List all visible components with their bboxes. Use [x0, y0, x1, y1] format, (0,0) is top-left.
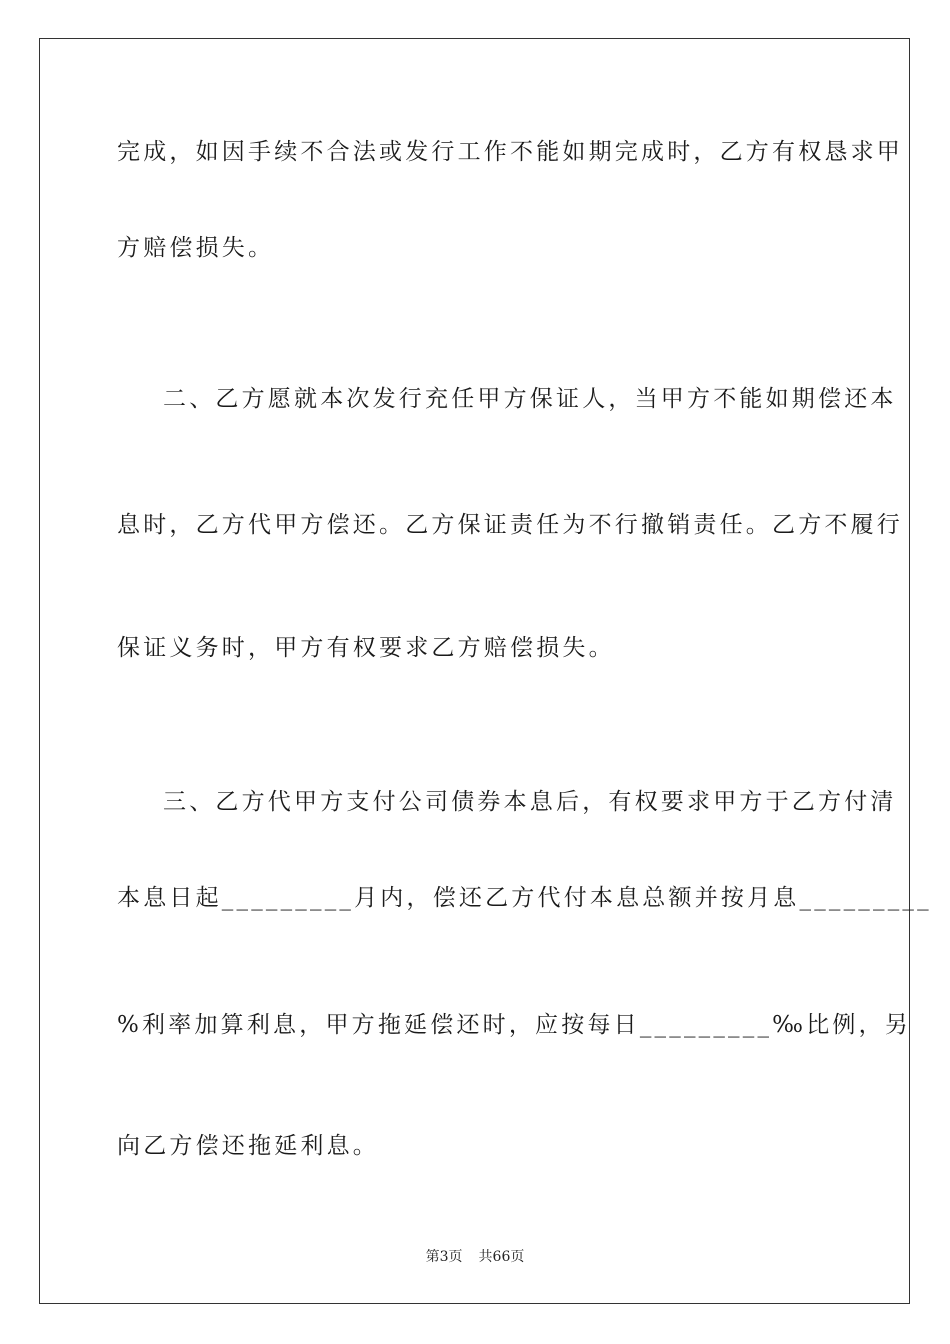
- page-footer: [0, 1248, 950, 1266]
- paragraph-line: 三、乙方代甲方支付公司债券本息后，有权要求甲方于乙方付清: [163, 789, 897, 815]
- paragraph-line: 息时，乙方代甲方偿还。乙方保证责任为不行撤销责任。乙方不履行: [117, 512, 903, 538]
- paragraph-line: 保证义务时，甲方有权要求乙方赔偿损失。: [117, 635, 615, 661]
- paragraph-line: 二、乙方愿就本次发行充任甲方保证人，当甲方不能如期偿还本: [163, 386, 897, 412]
- paragraph-line: 本息日起_________月内，偿还乙方代付本息总额并按月息_________: [117, 885, 932, 911]
- page-border: [39, 38, 932, 1304]
- page-number: 第3页: [425, 1249, 463, 1265]
- paragraph-line: %利率加算利息，甲方拖延偿还时，应按每日_________‰比例，另: [117, 1012, 912, 1038]
- paragraph-line: 方赔偿损失。: [117, 235, 275, 261]
- paragraph-line: 向乙方偿还拖延利息。: [117, 1133, 379, 1159]
- paragraph-line: 完成，如因手续不合法或发行工作不能如期完成时，乙方有权恳求甲: [117, 139, 903, 165]
- page-total: 共66页: [478, 1249, 525, 1265]
